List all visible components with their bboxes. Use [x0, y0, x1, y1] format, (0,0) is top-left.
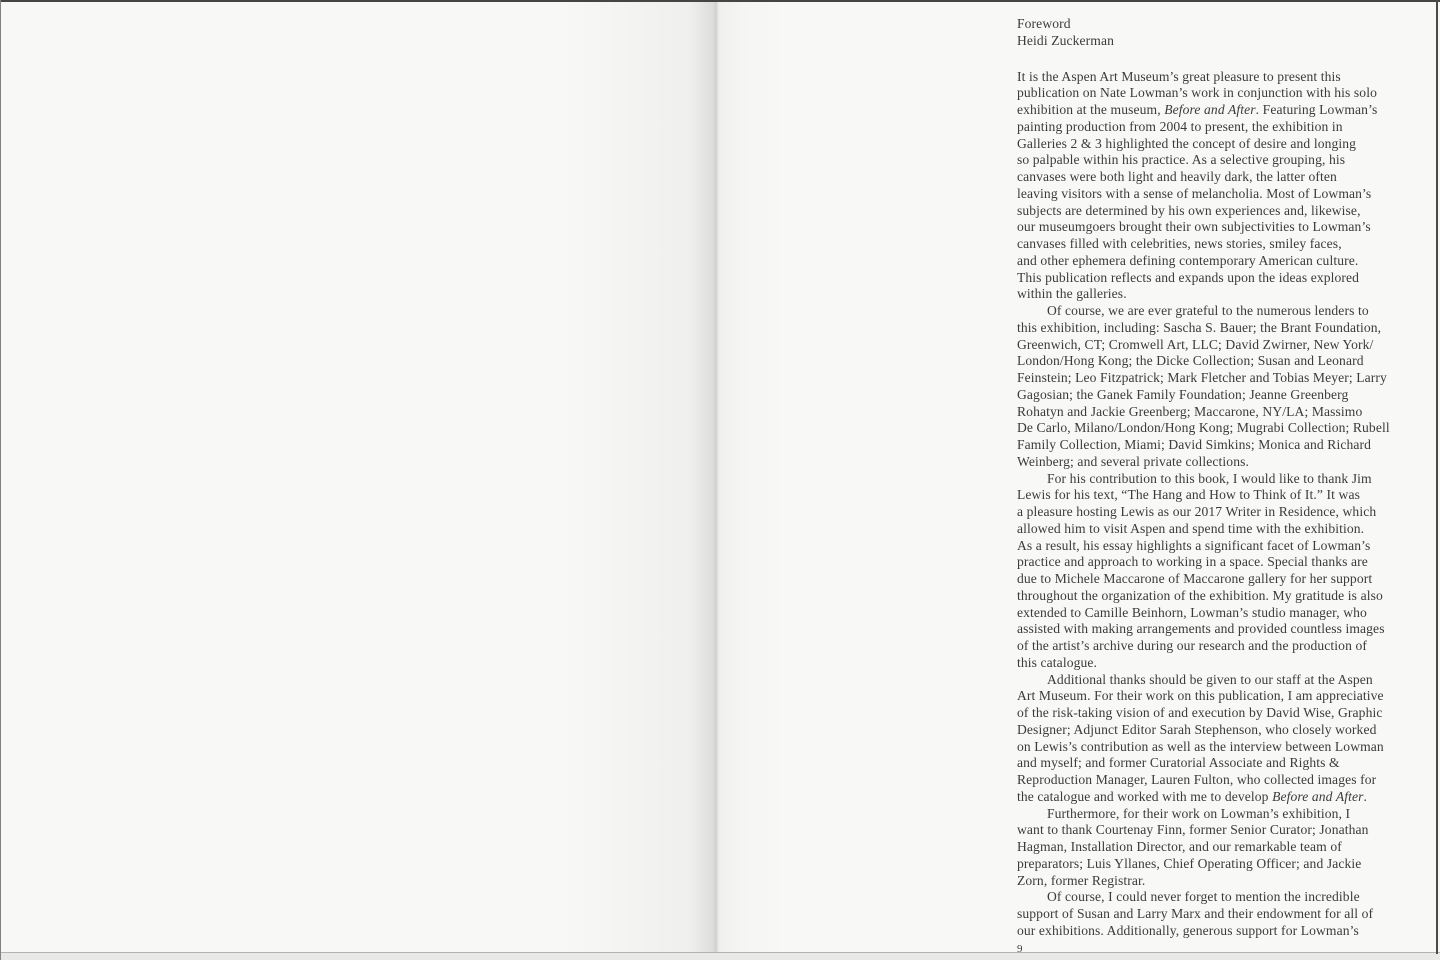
- foreword-body-text: [1017, 69, 1419, 940]
- section-heading: [1017, 16, 1419, 50]
- scan-edge-left: [0, 0, 1, 960]
- paragraph: It is the Aspen Art Museum’s great pleasure to present this publication on Nate Lowman’s work in conjunction with his solo exhibition at the museum, Before and After. Featuring Lowman’s painting production from 2004 to present, the exhibition in Galleries 2 & 3 highlighted the concept of desire and longing so palpable within his practice. As a selective grouping, his canvases were both light and heavily dark, the latter often leaving visitors with a sense of melancholia. Most of Lowman’s subjects are determined by his own experiences and, likewise, our museumgoers brought their own subjectivities to Lowman’s canvases filled with celebrities, news stories, smiley faces, and other ephemera defining contemporary American culture. This publication reflects and expands upon the ideas explored within the galleries.: [1017, 68, 1378, 302]
- page-number: 9: [1017, 942, 1023, 955]
- section-title: Foreword: [1017, 16, 1071, 31]
- book-spread: [0, 2, 1440, 953]
- paragraph: Furthermore, for their work on Lowman’s exhibition, I want to thank Courtenay Finn, former Senior Curator; Jonathan Hagman, Installation Director, and our remarkable team of preparators; Luis Yllanes, Chief Operating Officer; and Jackie Zorn, former Registrar.: [1017, 805, 1369, 888]
- paragraph: For his contribution to this book, I would like to thank Jim Lewis for his text, “The Hang and How to Think of It.” It was a pleasure hosting Lewis as our 2017 Writer in Residence, which allowed him to visit Aspen and spend time with the exhibition. As a result, his essay highlights a significant facet of Lowman’s practice and approach to working in a space. Special thanks are due to Michele Maccarone of Maccarone gallery for her support throughout the organization of the exhibition. My gratitude is also extended to Camille Beinhorn, Lowman’s studio manager, who assisted with making arrangements and provided countless images of the artist’s archive during our research and the production of this catalogue.: [1017, 470, 1385, 670]
- paragraph: Of course, I could never forget to mention the incredible support of Susan and Larry Marx and their endowment for all of our exhibitions. Additionally, generous support for Lowman’s: [1017, 889, 1374, 938]
- right-page-text-column: [1017, 16, 1419, 956]
- paragraph: Additional thanks should be given to our staff at the Aspen Art Museum. For their work on this publication, I am appreciative of the risk-taking vision of and execution by David Wise, Graphic Designer; Adjunct Editor Sarah Stephenson, who closely worked on Lewis’s contribution as well as the interview between Lowman and myself; and former Curatorial Associate and Rights & Reproduction Manager, Lauren Fulton, who collected images for the catalogue and worked with me to develop Before and After.: [1017, 671, 1384, 804]
- paragraph: Of course, we are ever grateful to the numerous lenders to this exhibition, including: Sascha S. Bauer; the Brant Foundation, Greenwich, CT; Cromwell Art, LLC; David Zwirner, New York/ London/Hong Kong; the Dicke Collection; Susan and Leonard Feinstein; Leo Fitzpatrick; Mark Fletcher and Tobias Meyer; Larry Gagosian; the Ganek Family Foundation; Jeanne Greenberg Rohatyn and Jackie Greenberg; Maccarone, NY/LA; Massimo De Carlo, Milano/London/Hong Kong; Mugrabi Collection; Rubell Family Collection, Miami; David Simkins; Monica and Richard Weinberg; and several private collections.: [1017, 303, 1390, 469]
- section-author: Heidi Zuckerman: [1017, 32, 1114, 48]
- page-edge-right: [1436, 0, 1438, 954]
- scan-edge-top: [0, 0, 1440, 2]
